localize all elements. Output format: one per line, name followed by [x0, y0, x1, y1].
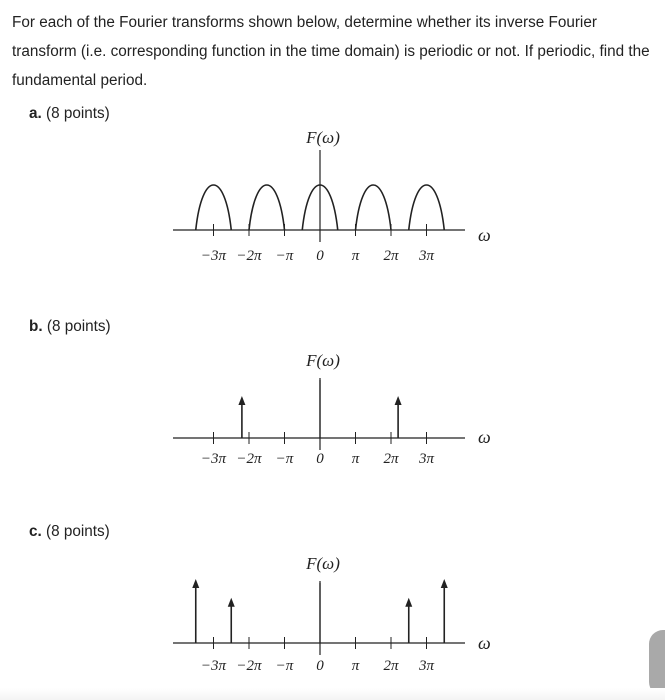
part-b-points: (8 points): [46, 318, 111, 335]
part-c-impulse-arrowhead: [228, 598, 235, 607]
part-c-tick-label: 0: [316, 658, 324, 674]
part-a-arch: [356, 185, 392, 230]
part-a-arch: [409, 185, 445, 230]
part-a-tick-label: −3π: [200, 248, 227, 264]
part-a-xlabel: ω: [478, 225, 491, 245]
part-a-label: [29, 105, 110, 123]
part-c-plot: [0, 545, 520, 685]
part-a-points: (8 points): [46, 105, 110, 122]
part-b-tick-label: −π: [275, 451, 294, 467]
part-a-tick-label: −2π: [236, 248, 262, 264]
part-b-ylabel: F(ω): [306, 351, 340, 370]
part-c-tick-label: −3π: [200, 658, 227, 674]
part-c-ylabel: F(ω): [306, 554, 340, 573]
part-a-tick-label: 2π: [383, 248, 399, 264]
part-a-tick-label: π: [351, 248, 360, 264]
part-a-plot: [0, 125, 520, 275]
side-scroll-tab[interactable]: [649, 630, 665, 696]
part-b-label: [29, 318, 111, 336]
part-a-tick-label: −π: [275, 248, 294, 264]
part-b-tick-label: 2π: [383, 451, 399, 467]
part-c-tick-label: 3π: [418, 658, 435, 674]
part-b-tick-label: π: [351, 451, 360, 467]
part-c-tick-label: −2π: [236, 658, 262, 674]
part-a-arch: [196, 185, 232, 230]
part-c-impulse-arrowhead: [192, 579, 199, 588]
part-c-tick-label: −π: [275, 658, 294, 674]
part-c-label: [29, 523, 110, 541]
part-b-tick-label: −3π: [200, 451, 227, 467]
part-c-impulse-arrowhead: [441, 579, 448, 588]
part-b-plot: [0, 340, 520, 480]
faded-footer-strip: [0, 688, 665, 700]
part-a-tick-label: 0: [316, 248, 324, 264]
part-b-letter: b.: [29, 318, 43, 335]
problem-statement: For each of the Fourier transforms shown below, determine whether its inverse Fourier transform (i.e. corresponding function in the time domain) is periodic or not. If periodic, find the fundamental period.: [12, 14, 650, 89]
part-c-points: (8 points): [46, 523, 110, 540]
part-a-tick-label: 3π: [418, 248, 435, 264]
part-b-tick-label: −2π: [236, 451, 262, 467]
part-a-arch: [249, 185, 285, 230]
part-b-impulse-arrowhead: [395, 396, 402, 405]
part-a-letter: a.: [29, 105, 42, 122]
part-c-tick-label: 2π: [383, 658, 399, 674]
part-c-impulse-arrowhead: [405, 598, 412, 607]
part-a-ylabel: F(ω): [306, 128, 340, 147]
part-b-xlabel: ω: [478, 427, 491, 447]
part-b-impulse-arrowhead: [238, 396, 245, 405]
part-b-tick-label: 0: [316, 451, 324, 467]
part-c-letter: c.: [29, 523, 42, 540]
part-c-tick-label: π: [351, 658, 360, 674]
part-b-tick-label: 3π: [418, 451, 435, 467]
part-c-xlabel: ω: [478, 633, 491, 653]
